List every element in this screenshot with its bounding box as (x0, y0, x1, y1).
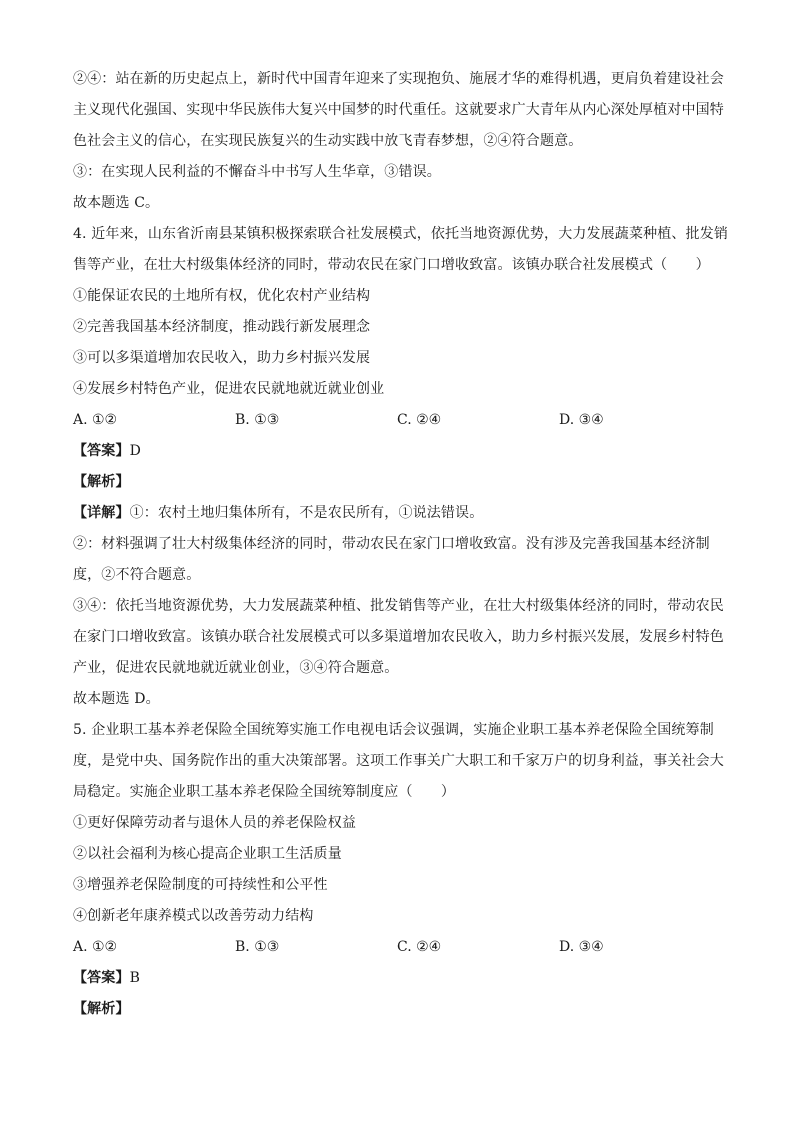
answer-tag: 【答案】 (73, 443, 130, 459)
question-5-option: ③增强养老保险制度的可持续性和公平性 (73, 877, 328, 893)
question-4-detail: 故本题选 D。 (73, 691, 160, 707)
question-4-detail: 在家门口增收致富。该镇办联合社发展模式可以多渠道增加农民收入，助力乡村振兴发展，发展乡村特色 (73, 629, 724, 645)
question-4-detail: ③④：依托当地资源优势，大力发展蔬菜种植、批发销售等产业，在壮大村级集体经济的同时，带动农民 (73, 598, 724, 614)
question-5-choices (73, 932, 733, 963)
text-line: 故本题选 C。 (73, 195, 160, 211)
answer-value: D (129, 443, 141, 459)
question-5-stem: 5. 企业职工基本养老保险全国统筹实施工作电视电话会议强调，实施企业职工基本养老保险全国统筹制 (73, 722, 714, 738)
question-5-option: ②以社会福利为核心提高企业职工生活质量 (73, 846, 342, 862)
choice-a: A. ①② (73, 939, 118, 955)
question-4-choices (73, 405, 733, 436)
question-5-option: ④创新老年康养模式以改善劳动力结构 (73, 908, 314, 924)
question-4-detail: 产业，促进农民就地就近就业创业，③④符合题意。 (73, 660, 399, 676)
detail-text: ①：农村土地归集体所有，不是农民所有，①说法错误。 (129, 505, 484, 521)
text-line: 色社会主义的信心，在实现民族复兴的生动实践中放飞青春梦想，②④符合题意。 (73, 133, 583, 149)
question-5-stem: 度，是党中央、国务院作出的重大决策部署。这项工作事关广大职工和千家万户的切身利益，事关社会大 (73, 753, 724, 769)
question-4-option: ③可以多渠道增加农民收入，助力乡村振兴发展 (73, 350, 371, 366)
answer-tag: 【答案】 (73, 970, 130, 986)
analysis-tag: 【解析】 (73, 1001, 130, 1017)
choice-d: D. ③④ (559, 939, 604, 955)
question-4-answer (73, 436, 733, 467)
page-content (73, 64, 733, 1025)
question-4-stem: 售等产业，在壮大村级集体经济的同时，带动农民在家门口增收致富。该镇办联合社发展模式（ ） (73, 257, 710, 273)
analysis-tag: 【解析】 (73, 474, 130, 490)
question-4-detail: ②：材料强调了壮大村级集体经济的同时，带动农民在家门口增收致富。没有涉及完善我国基本经济制 (73, 536, 710, 552)
answer-value: B (129, 970, 141, 986)
question-5-stem: 局稳定。实施企业职工基本养老保险全国统筹制度应（ ） (73, 784, 456, 800)
choice-a: A. ①② (73, 412, 118, 428)
choice-c: C. ②④ (397, 412, 442, 428)
text-line: ③：在实现人民利益的不懈奋斗中书写人生华章，③错误。 (73, 164, 441, 180)
text-line: ②④：站在新的历史起点上，新时代中国青年迎来了实现抱负、施展才华的难得机遇，更肩负着建设社会 (73, 71, 724, 87)
question-5-analysis-heading (73, 994, 733, 1025)
question-4-option: ④发展乡村特色产业，促进农民就地就近就业创业 (73, 381, 385, 397)
choice-c: C. ②④ (397, 939, 442, 955)
choice-b: B. ①③ (235, 412, 280, 428)
choice-d: D. ③④ (559, 412, 604, 428)
text-line: 主义现代化强国、实现中华民族伟大复兴中国梦的时代重任。这就要求广大青年从内心深处厚植对中国特 (73, 102, 724, 118)
question-4-option: ②完善我国基本经济制度，推动践行新发展理念 (73, 319, 371, 335)
question-4-detail: 度，②不符合题意。 (73, 567, 201, 583)
question-5-option: ①更好保障劳动者与退休人员的养老保险权益 (73, 815, 356, 831)
question-4-stem: 4. 近年来，山东省沂南县某镇积极探索联合社发展模式，依托当地资源优势，大力发展蔬菜种植、批发销 (73, 226, 729, 242)
question-4-option: ①能保证农民的土地所有权，优化农村产业结构 (73, 288, 371, 304)
question-4-analysis-heading (73, 467, 733, 498)
question-4-detail-first (73, 498, 733, 529)
choice-b: B. ①③ (235, 939, 280, 955)
detail-tag: 【详解】 (73, 505, 130, 521)
question-5-answer (73, 963, 733, 994)
